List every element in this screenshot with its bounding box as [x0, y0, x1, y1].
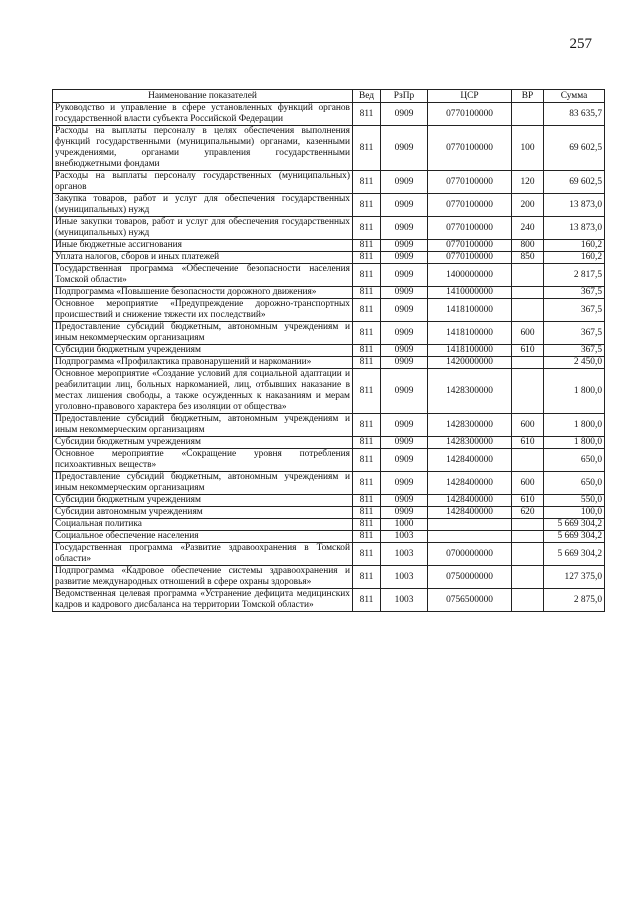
cell-csr: 1428300000: [428, 437, 512, 449]
cell-rzpr: 0909: [381, 126, 428, 171]
cell-ved: 811: [353, 240, 381, 252]
cell-rzpr: 1003: [381, 566, 428, 589]
cell-name: Расходы на выплаты персоналу в целях обеспечения выполнения функций государственными (муниципальными) органами, казенными учреждениями, органами управления государственными внебюджетными фондами: [53, 126, 353, 171]
cell-vr: 800: [512, 240, 544, 252]
cell-name: Субсидии бюджетным учреждениям: [53, 495, 353, 507]
cell-name: Предоставление субсидий бюджетным, автономным учреждениям и иным некоммерческим организациям: [53, 472, 353, 495]
cell-ved: 811: [353, 531, 381, 543]
cell-ved: 811: [353, 217, 381, 240]
table-row: [53, 369, 605, 414]
table-row: [53, 322, 605, 345]
table-row: [53, 345, 605, 357]
cell-rzpr: 0909: [381, 264, 428, 287]
cell-sum: 367,5: [544, 345, 605, 357]
cell-csr: 1428400000: [428, 495, 512, 507]
cell-ved: 811: [353, 495, 381, 507]
table-row: [53, 264, 605, 287]
cell-rzpr: 0909: [381, 357, 428, 369]
cell-name: Расходы на выплаты персоналу государственных (муниципальных) органов: [53, 171, 353, 194]
cell-csr: 0770100000: [428, 252, 512, 264]
cell-sum: 1 800,0: [544, 414, 605, 437]
cell-csr: 0756500000: [428, 589, 512, 612]
header-sum: Сумма: [544, 90, 605, 103]
cell-ved: 811: [353, 103, 381, 126]
cell-csr: 0770100000: [428, 194, 512, 217]
cell-sum: 83 635,7: [544, 103, 605, 126]
cell-rzpr: 0909: [381, 171, 428, 194]
cell-csr: 1428400000: [428, 507, 512, 519]
table-row: [53, 194, 605, 217]
cell-csr: 0700000000: [428, 543, 512, 566]
cell-rzpr: 1003: [381, 543, 428, 566]
cell-csr: 1428400000: [428, 472, 512, 495]
cell-ved: 811: [353, 299, 381, 322]
table-row: [53, 519, 605, 531]
cell-vr: [512, 299, 544, 322]
cell-vr: 610: [512, 345, 544, 357]
table-row: [53, 589, 605, 612]
header-vr: ВР: [512, 90, 544, 103]
cell-vr: 600: [512, 472, 544, 495]
cell-sum: 367,5: [544, 299, 605, 322]
cell-rzpr: 0909: [381, 437, 428, 449]
cell-ved: 811: [353, 264, 381, 287]
cell-rzpr: 0909: [381, 507, 428, 519]
cell-vr: [512, 264, 544, 287]
cell-rzpr: 1003: [381, 589, 428, 612]
cell-ved: 811: [353, 507, 381, 519]
cell-csr: 1428300000: [428, 369, 512, 414]
cell-csr: 0750000000: [428, 566, 512, 589]
cell-vr: [512, 589, 544, 612]
cell-rzpr: 0909: [381, 252, 428, 264]
cell-ved: 811: [353, 322, 381, 345]
cell-csr: 1418100000: [428, 322, 512, 345]
cell-rzpr: 0909: [381, 240, 428, 252]
cell-rzpr: 0909: [381, 287, 428, 299]
cell-vr: 850: [512, 252, 544, 264]
table-row: [53, 495, 605, 507]
cell-name: Субсидии бюджетным учреждениям: [53, 345, 353, 357]
cell-sum: 650,0: [544, 449, 605, 472]
table-row: [53, 217, 605, 240]
cell-sum: 127 375,0: [544, 566, 605, 589]
cell-name: Иные бюджетные ассигнования: [53, 240, 353, 252]
header-rzpr: РзПр: [381, 90, 428, 103]
cell-name: Социальное обеспечение населения: [53, 531, 353, 543]
cell-vr: 620: [512, 507, 544, 519]
cell-rzpr: 1000: [381, 519, 428, 531]
cell-vr: 610: [512, 495, 544, 507]
cell-sum: 367,5: [544, 322, 605, 345]
cell-vr: 600: [512, 414, 544, 437]
cell-vr: [512, 103, 544, 126]
cell-csr: [428, 519, 512, 531]
cell-ved: 811: [353, 171, 381, 194]
cell-csr: 1418100000: [428, 299, 512, 322]
cell-ved: 811: [353, 357, 381, 369]
cell-rzpr: 0909: [381, 103, 428, 126]
table-row: [53, 414, 605, 437]
cell-vr: 600: [512, 322, 544, 345]
cell-sum: 5 669 304,2: [544, 531, 605, 543]
cell-rzpr: 0909: [381, 345, 428, 357]
cell-csr: 0770100000: [428, 240, 512, 252]
cell-name: Предоставление субсидий бюджетным, автономным учреждениям и иным некоммерческим организациям: [53, 322, 353, 345]
cell-name: Руководство и управление в сфере установленных функций органов государственной власти субъекта Российской Федерации: [53, 103, 353, 126]
table-row: [53, 171, 605, 194]
table-row: [53, 252, 605, 264]
table-header-row: [53, 90, 605, 103]
cell-sum: 2 450,0: [544, 357, 605, 369]
cell-ved: 811: [353, 449, 381, 472]
cell-csr: 0770100000: [428, 126, 512, 171]
cell-name: Государственная программа «Обеспечение безопасности населения Томской области»: [53, 264, 353, 287]
cell-csr: 0770100000: [428, 217, 512, 240]
cell-sum: 650,0: [544, 472, 605, 495]
page-number: 257: [569, 36, 592, 52]
cell-name: Основное мероприятие «Создание условий для социальной адаптации и реабилитации лиц, больных наркоманией, лиц, отбывших наказание в местах лишения свободы, а также осужденных к наказаниям и мерам уголовно-правового характера без изоляции от общества»: [53, 369, 353, 414]
table-row: [53, 299, 605, 322]
cell-ved: 811: [353, 414, 381, 437]
cell-vr: [512, 357, 544, 369]
cell-ved: 811: [353, 519, 381, 531]
cell-sum: 5 669 304,2: [544, 519, 605, 531]
cell-ved: 811: [353, 126, 381, 171]
table-row: [53, 472, 605, 495]
cell-vr: 610: [512, 437, 544, 449]
cell-csr: 1428400000: [428, 449, 512, 472]
cell-ved: 811: [353, 589, 381, 612]
budget-table: [52, 89, 605, 612]
cell-name: Субсидии бюджетным учреждениям: [53, 437, 353, 449]
cell-vr: [512, 287, 544, 299]
cell-ved: 811: [353, 194, 381, 217]
cell-name: Иные закупки товаров, работ и услуг для обеспечения государственных (муниципальных) нужд: [53, 217, 353, 240]
cell-sum: 1 800,0: [544, 437, 605, 449]
cell-ved: 811: [353, 437, 381, 449]
cell-name: Государственная программа «Развитие здравоохранения в Томской области»: [53, 543, 353, 566]
cell-sum: 69 602,5: [544, 171, 605, 194]
cell-vr: 200: [512, 194, 544, 217]
table-row: [53, 507, 605, 519]
cell-vr: 240: [512, 217, 544, 240]
cell-vr: [512, 566, 544, 589]
cell-ved: 811: [353, 287, 381, 299]
cell-name: Закупка товаров, работ и услуг для обеспечения государственных (муниципальных) нужд: [53, 194, 353, 217]
cell-ved: 811: [353, 345, 381, 357]
cell-csr: [428, 531, 512, 543]
cell-sum: 13 873,0: [544, 217, 605, 240]
header-ved: Вед: [353, 90, 381, 103]
cell-rzpr: 0909: [381, 217, 428, 240]
cell-rzpr: 0909: [381, 369, 428, 414]
cell-csr: 0770100000: [428, 103, 512, 126]
cell-name: Уплата налогов, сборов и иных платежей: [53, 252, 353, 264]
cell-name: Подпрограмма «Повышение безопасности дорожного движения»: [53, 287, 353, 299]
header-csr: ЦСР: [428, 90, 512, 103]
cell-ved: 811: [353, 369, 381, 414]
cell-vr: [512, 449, 544, 472]
cell-csr: 1420000000: [428, 357, 512, 369]
cell-rzpr: 0909: [381, 322, 428, 345]
cell-sum: 2 875,0: [544, 589, 605, 612]
table-body: [53, 103, 605, 612]
cell-name: Основное мероприятие «Сокращение уровня потребления психоактивных веществ»: [53, 449, 353, 472]
cell-sum: 1 800,0: [544, 369, 605, 414]
cell-ved: 811: [353, 566, 381, 589]
header-name: Наименование показателей: [53, 90, 353, 103]
cell-name: Подпрограмма «Профилактика правонарушений и наркомании»: [53, 357, 353, 369]
table-row: [53, 566, 605, 589]
cell-sum: 160,2: [544, 240, 605, 252]
cell-name: Подпрограмма «Кадровое обеспечение системы здравоохранения и развитие международных отношений в сфере охраны здоровья»: [53, 566, 353, 589]
cell-name: Основное мероприятие «Предупреждение дорожно-транспортных происшествий и снижение тяжести их последствий»: [53, 299, 353, 322]
cell-rzpr: 0909: [381, 472, 428, 495]
cell-csr: 1410000000: [428, 287, 512, 299]
table-row: [53, 449, 605, 472]
cell-vr: [512, 369, 544, 414]
cell-name: Ведомственная целевая программа «Устранение дефицита медицинских кадров и кадрового дисбаланса на территории Томской области»: [53, 589, 353, 612]
cell-ved: 811: [353, 252, 381, 264]
cell-sum: 13 873,0: [544, 194, 605, 217]
cell-rzpr: 0909: [381, 299, 428, 322]
table-row: [53, 240, 605, 252]
cell-vr: [512, 531, 544, 543]
table-row: [53, 437, 605, 449]
table-row: [53, 103, 605, 126]
table-row: [53, 126, 605, 171]
cell-rzpr: 0909: [381, 414, 428, 437]
cell-vr: 120: [512, 171, 544, 194]
cell-rzpr: 0909: [381, 194, 428, 217]
cell-rzpr: 1003: [381, 531, 428, 543]
table-row: [53, 543, 605, 566]
cell-sum: 69 602,5: [544, 126, 605, 171]
cell-csr: 1400000000: [428, 264, 512, 287]
cell-vr: [512, 519, 544, 531]
cell-rzpr: 0909: [381, 449, 428, 472]
cell-sum: 100,0: [544, 507, 605, 519]
table-row: [53, 531, 605, 543]
table-row: [53, 357, 605, 369]
table-row: [53, 287, 605, 299]
cell-vr: 100: [512, 126, 544, 171]
cell-csr: 0770100000: [428, 171, 512, 194]
cell-name: Субсидии автономным учреждениям: [53, 507, 353, 519]
cell-name: Социальная политика: [53, 519, 353, 531]
cell-sum: 160,2: [544, 252, 605, 264]
cell-sum: 367,5: [544, 287, 605, 299]
cell-name: Предоставление субсидий бюджетным, автономным учреждениям и иным некоммерческим организациям: [53, 414, 353, 437]
cell-csr: 1418100000: [428, 345, 512, 357]
cell-rzpr: 0909: [381, 495, 428, 507]
cell-ved: 811: [353, 472, 381, 495]
cell-sum: 2 817,5: [544, 264, 605, 287]
cell-sum: 5 669 304,2: [544, 543, 605, 566]
cell-vr: [512, 543, 544, 566]
cell-sum: 550,0: [544, 495, 605, 507]
cell-ved: 811: [353, 543, 381, 566]
cell-csr: 1428300000: [428, 414, 512, 437]
